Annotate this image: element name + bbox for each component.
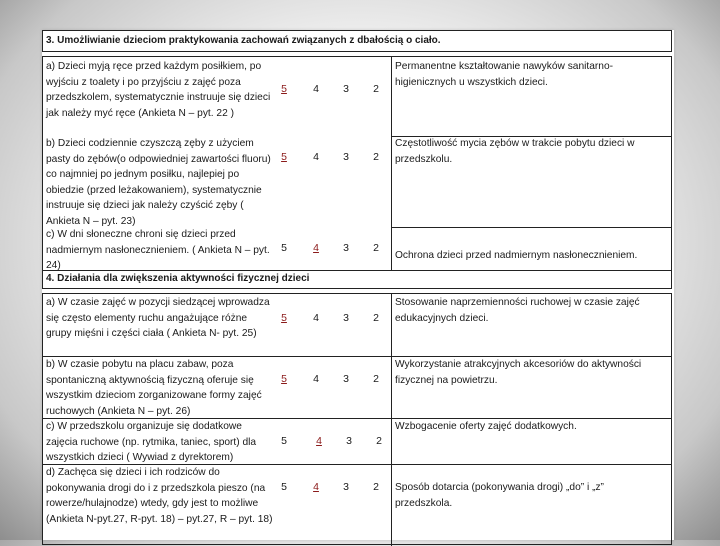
criterion-text: a) W czasie zajęć w pozycji siedzącej wprowadza się często elementy ruchu angażujące różne grupy mięśni i części ciała ( Ankieta N- pyt. 25) bbox=[46, 297, 270, 339]
score-3: 3 bbox=[343, 242, 349, 254]
score-3: 3 bbox=[343, 83, 349, 95]
score-2: 2 bbox=[376, 435, 382, 447]
score-2: 2 bbox=[373, 151, 379, 163]
score-3: 3 bbox=[343, 312, 349, 324]
criterion-text: b) W czasie pobytu na placu zabaw, poza spontaniczną aktywnością fizyczną oferuje się wszystkim dzieciom zorganizowane formy zajęć ruchowych (Ankieta N – pyt. 26) bbox=[46, 359, 262, 417]
table-row bbox=[43, 294, 671, 356]
score-4: 4 bbox=[313, 481, 319, 493]
score-2: 2 bbox=[373, 242, 379, 254]
expected-effect: Permanentne kształtowanie nawyków sanitarno-higienicznych u wszystkich dzieci. bbox=[395, 61, 614, 88]
expected-effect: Wzbogacenie oferty zajęć dodatkowych. bbox=[395, 421, 577, 432]
table-row bbox=[43, 356, 671, 418]
score-5: 5 bbox=[281, 312, 287, 324]
score-4: 4 bbox=[313, 83, 319, 95]
score-4: 4 bbox=[313, 312, 319, 324]
score-5: 5 bbox=[281, 435, 287, 447]
score-3: 3 bbox=[343, 481, 349, 493]
score-5: 5 bbox=[281, 151, 287, 163]
score-3: 3 bbox=[343, 373, 349, 385]
criterion-text: c) W przedszkolu organizuje się dodatkowe zajęcia ruchowe (np. rytmika, taniec, sport) dla wszystkich dzieci ( Wywiad z dyrektorem) bbox=[46, 421, 257, 463]
score-5: 5 bbox=[281, 373, 287, 385]
section-4-table bbox=[42, 293, 672, 545]
expected-effect: Częstotliwość mycia zębów w trakcie pobytu dzieci w przedszkolu. bbox=[395, 138, 635, 165]
criterion-text: b) Dzieci codziennie czyszczą zęby z użyciem pasty do zębów(o odpowiedniej zawartości fluoru) co najmniej po jednym posiłku, najlepiej po obiedzie (przed leżakowaniem), systematycznie instruuje się dzieci jak należy czyścić zęby ( Ankieta N – pyt. 23) bbox=[46, 138, 271, 227]
table-row bbox=[43, 136, 671, 227]
criterion-text: d) Zachęca się dzieci i ich rodziców do pokonywania drogi do i z przedszkola pieszo (na rowerze/hulajnodze) wtedy, gdy jest to możliwe (Ankieta N-pyt.27, R-pyt. 18) – pyt.27, R – pyt. 18) bbox=[46, 467, 273, 525]
criterion-text: c) W dni słoneczne chroni się dzieci przed nadmiernym nasłonecznieniem. ( Ankieta N – pyt. 24) bbox=[46, 229, 270, 271]
expected-effect: Ochrona dzieci przed nadmiernym nasłonecznieniem. bbox=[395, 250, 638, 261]
score-5: 5 bbox=[281, 83, 287, 95]
expected-effect: Sposób dotarcia (pokonywania drogi) „do” i „z” przedszkola. bbox=[395, 482, 604, 509]
criterion-text: a) Dzieci myją ręce przed każdym posiłkiem, po wyjściu z toalety i po przyjściu z zajęć poza przedszkolem, systematycznie instruuje się dzieci jak należy myć ręce (Ankieta N – pyt. 22 ) bbox=[46, 61, 271, 119]
score-3: 3 bbox=[343, 151, 349, 163]
score-3: 3 bbox=[346, 435, 352, 447]
section-3-heading: 3. Umożliwianie dzieciom praktykowania zachowań związanych z dbałością o ciało. bbox=[42, 30, 672, 52]
score-2: 2 bbox=[373, 83, 379, 95]
table-row bbox=[43, 464, 671, 546]
table-row bbox=[43, 57, 671, 136]
section-3-table bbox=[42, 56, 672, 289]
expected-effect: Stosowanie naprzemienności ruchowej w czasie zajęć edukacyjnych dzieci. bbox=[395, 297, 640, 324]
score-2: 2 bbox=[373, 481, 379, 493]
score-5: 5 bbox=[281, 242, 287, 254]
score-4: 4 bbox=[313, 373, 319, 385]
score-2: 2 bbox=[373, 373, 379, 385]
expected-effect: Wykorzystanie atrakcyjnych akcesoriów do aktywności fizycznej na powietrzu. bbox=[395, 359, 642, 386]
score-4: 4 bbox=[313, 242, 319, 254]
score-2: 2 bbox=[373, 312, 379, 324]
table-row bbox=[43, 418, 671, 464]
section-4-heading: 4. Działania dla zwiększenia aktywności fizycznej dzieci bbox=[46, 273, 310, 284]
score-4: 4 bbox=[316, 435, 322, 447]
score-4: 4 bbox=[313, 151, 319, 163]
table-row bbox=[43, 227, 671, 270]
score-5: 5 bbox=[281, 481, 287, 493]
